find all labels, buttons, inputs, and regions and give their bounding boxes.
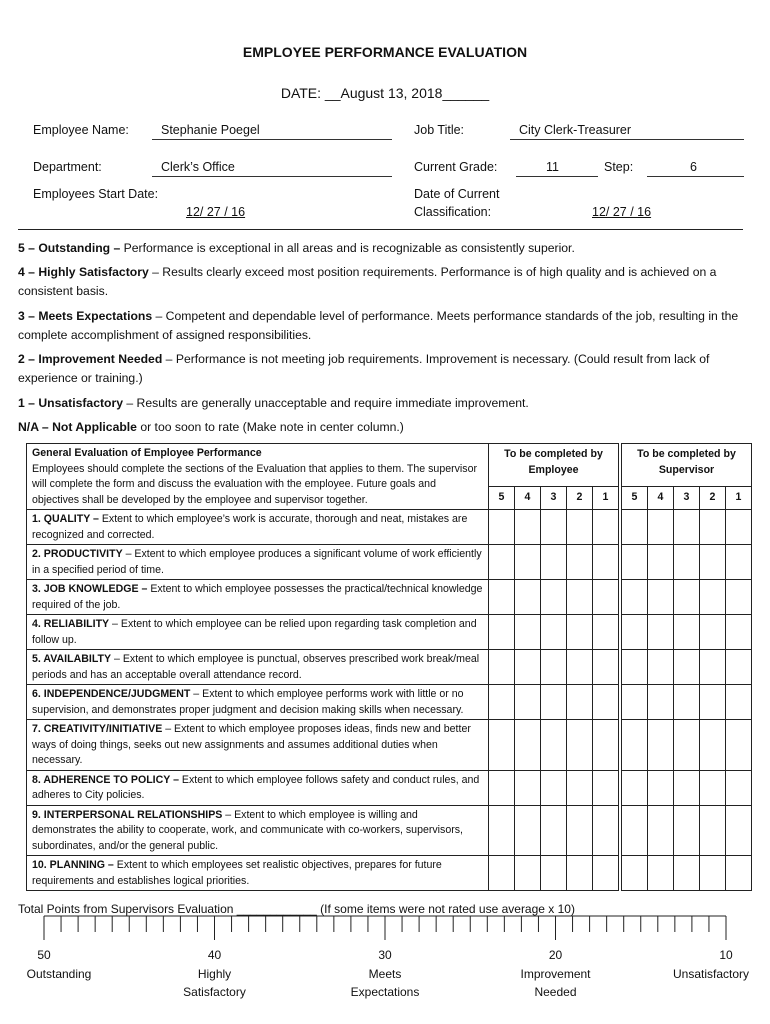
employee-score-cell[interactable] — [541, 650, 567, 685]
supervisor-score-cell[interactable] — [622, 650, 648, 685]
scale-label-line-2: Expectations — [350, 985, 420, 999]
criterion-row — [27, 615, 752, 650]
employee-score-cell[interactable] — [515, 510, 541, 545]
employee-score-cell[interactable] — [567, 615, 593, 650]
table-header-description — [27, 444, 489, 510]
supervisor-score-cell[interactable] — [622, 510, 648, 545]
supervisor-score-cell[interactable] — [700, 615, 726, 650]
employee-name-value[interactable]: Stephanie Poegel — [161, 123, 260, 137]
scale-value: 30 — [378, 948, 392, 962]
employee-score-cell[interactable] — [567, 720, 593, 771]
scale-value: 10 — [719, 948, 733, 962]
department-line — [152, 176, 392, 177]
supervisor-group-header: To be completed by Supervisor — [622, 444, 752, 487]
employee-score-cell[interactable] — [593, 650, 619, 685]
employee-score-cell[interactable] — [541, 615, 567, 650]
criterion-row — [27, 856, 752, 891]
employee-score-cell[interactable] — [515, 615, 541, 650]
rating-term: 5 – Outstanding – — [18, 241, 121, 255]
supervisor-score-cell[interactable] — [726, 720, 752, 771]
supervisor-score-cell[interactable] — [674, 856, 700, 891]
employee-score-cell[interactable] — [489, 615, 515, 650]
employee-score-cell[interactable] — [593, 720, 619, 771]
scale-label-line-2: Unsatisfactory — [672, 967, 750, 981]
supervisor-score-cell[interactable] — [726, 580, 752, 615]
criterion-description — [27, 580, 489, 615]
department-value[interactable]: Clerk’s Office — [161, 160, 235, 174]
supervisor-score-header: 3 — [674, 487, 700, 510]
criterion-term: 8. ADHERENCE TO POLICY – — [32, 773, 179, 786]
rating-text: – Performance is not meeting job requirements. Improvement is necessary. (Could result from lack of experience or training.) — [18, 352, 710, 385]
date-line: DATE: __August 13, 2018______ — [280, 85, 490, 101]
supervisor-score-cell[interactable] — [700, 545, 726, 580]
criterion-text: – Extent to which employee can be relied upon regarding task completion and follow up. — [32, 618, 477, 646]
criterion-row — [27, 770, 752, 805]
criterion-text: – Extent to which employee is punctual, observes prescribed work break/meal periods and has an acceptable overall attendance record. — [32, 653, 480, 681]
employee-score-cell[interactable] — [593, 856, 619, 891]
supervisor-score-cell[interactable] — [622, 770, 648, 805]
scale-value: 50 — [37, 948, 51, 962]
employee-score-cell[interactable] — [541, 770, 567, 805]
rating-term: 1 – Unsatisfactory — [18, 396, 123, 410]
employee-score-cell[interactable] — [567, 580, 593, 615]
supervisor-score-cell[interactable] — [726, 510, 752, 545]
supervisor-score-cell[interactable] — [622, 856, 648, 891]
supervisor-score-cell[interactable] — [674, 770, 700, 805]
supervisor-score-cell[interactable] — [700, 580, 726, 615]
criterion-text: – Extent to which employee is willing and demonstrates the ability to cooperate, work, and communicate with co-workers, supervisors, subordinates, and/or the general public. — [32, 808, 463, 852]
criterion-text: Extent to which employee’s work is accurate, thorough and neat, mistakes are recognized and corrected. — [32, 513, 468, 541]
start-date-value[interactable]: 12/ 27 / 16 — [186, 205, 246, 219]
current-grade-line — [516, 176, 598, 177]
rating-term: 4 – Highly Satisfactory — [18, 265, 149, 279]
employee-score-cell[interactable] — [489, 510, 515, 545]
criterion-term: 1. QUALITY – — [32, 513, 99, 525]
supervisor-score-cell[interactable] — [648, 805, 674, 856]
criterion-term: 7. CREATIVITY/INITIATIVE — [32, 723, 163, 735]
employee-score-cell[interactable] — [489, 720, 515, 771]
rating-term: 3 – Meets Expectations — [18, 309, 153, 323]
employee-name-line — [152, 139, 392, 140]
criterion-description — [27, 770, 489, 805]
employee-score-cell[interactable] — [567, 510, 593, 545]
criterion-row — [27, 650, 752, 685]
rating-text: Performance is exceptional in all areas and is recognizable as consistently superior. — [120, 241, 575, 255]
rating-term: 2 – Improvement Needed — [18, 352, 163, 366]
criterion-description — [27, 805, 489, 856]
step-line — [647, 176, 744, 177]
criterion-text: – Extent to which employee produces a significant volume of work efficiently in a specified period of time. — [32, 548, 482, 576]
scale-value: 20 — [548, 948, 563, 962]
employee-score-cell[interactable] — [515, 720, 541, 771]
employee-score-cell[interactable] — [489, 545, 515, 580]
scale-label-line-2: Needed — [534, 985, 577, 999]
supervisor-score-cell[interactable] — [674, 805, 700, 856]
points-scale — [40, 914, 740, 942]
employee-score-cell[interactable] — [515, 545, 541, 580]
supervisor-score-cell[interactable] — [726, 805, 752, 856]
employee-score-cell[interactable] — [567, 545, 593, 580]
employee-score-cell[interactable] — [593, 685, 619, 720]
rating-text: – Competent and dependable level of performance. Meets performance standards of the job, resulting in the complete accomplishment of assigned responsibilities. — [18, 309, 739, 342]
supervisor-score-header: 1 — [726, 487, 752, 510]
employee-score-cell[interactable] — [489, 856, 515, 891]
supervisor-score-cell[interactable] — [726, 856, 752, 891]
employee-score-cell[interactable] — [489, 805, 515, 856]
employee-score-cell[interactable] — [515, 770, 541, 805]
supervisor-score-cell[interactable] — [648, 770, 674, 805]
supervisor-score-cell[interactable] — [726, 615, 752, 650]
supervisor-score-cell[interactable] — [674, 720, 700, 771]
supervisor-score-cell[interactable] — [700, 510, 726, 545]
criterion-text: – Extent to which employee proposes ideas, finds new and better ways of doing things, seeks out new assignments and assumes additional duties when necessary. — [32, 723, 471, 766]
employee-score-header: 2 — [567, 487, 593, 510]
employee-score-cell[interactable] — [489, 580, 515, 615]
criterion-row — [27, 720, 752, 771]
employee-score-cell[interactable] — [489, 650, 515, 685]
start-date-label: Employees Start Date: — [33, 187, 159, 201]
criterion-term: 4. RELIABILITY — [32, 618, 110, 630]
employee-group-header: To be completed by Employee — [489, 444, 619, 487]
classification-date-value[interactable]: 12/ 27 / 16 — [592, 205, 652, 219]
supervisor-score-cell[interactable] — [674, 615, 700, 650]
criterion-description — [27, 615, 489, 650]
rating-text: – Results are generally unacceptable and require immediate improvement. — [123, 396, 529, 410]
employee-score-cell[interactable] — [541, 685, 567, 720]
job-title-label: Job Title: — [414, 123, 465, 137]
department-label: Department: — [33, 160, 102, 174]
employee-score-cell[interactable] — [489, 770, 515, 805]
employee-score-cell[interactable] — [489, 685, 515, 720]
criterion-row — [27, 545, 752, 580]
criterion-term: 9. INTERPERSONAL RELATIONSHIPS — [32, 808, 223, 821]
criterion-term: 2. PRODUCTIVITY — [32, 548, 123, 560]
supervisor-score-cell[interactable] — [622, 685, 648, 720]
criterion-row — [27, 580, 752, 615]
supervisor-score-cell[interactable] — [674, 685, 700, 720]
supervisor-score-cell[interactable] — [648, 685, 674, 720]
employee-score-cell[interactable] — [515, 856, 541, 891]
criterion-text: Extent to which employees set realistic objectives, prepares for future requirements and establishes logical priorities. — [32, 859, 442, 887]
step-label: Step: — [604, 160, 634, 174]
header-separator — [18, 229, 743, 230]
employee-score-cell[interactable] — [541, 720, 567, 771]
evaluation-table — [26, 443, 752, 891]
supervisor-score-cell[interactable] — [622, 545, 648, 580]
criterion-description — [27, 856, 489, 891]
supervisor-score-cell[interactable] — [700, 650, 726, 685]
supervisor-score-cell[interactable] — [700, 856, 726, 891]
supervisor-score-cell[interactable] — [648, 615, 674, 650]
rating-text: or too soon to rate (Make note in center column.) — [136, 420, 404, 434]
supervisor-score-cell[interactable] — [622, 615, 648, 650]
employee-score-cell[interactable] — [541, 545, 567, 580]
criterion-term: 6. INDEPENDENCE/JUDGMENT — [32, 688, 191, 700]
supervisor-score-header: 5 — [622, 487, 648, 510]
employee-score-cell[interactable] — [567, 770, 593, 805]
criterion-description — [27, 720, 489, 771]
employee-score-cell[interactable] — [567, 805, 593, 856]
rating-definition — [18, 418, 753, 437]
supervisor-score-cell[interactable] — [700, 720, 726, 771]
supervisor-score-cell[interactable] — [622, 805, 648, 856]
supervisor-score-cell[interactable] — [700, 805, 726, 856]
step-value[interactable]: 6 — [690, 160, 697, 174]
employee-score-cell[interactable] — [541, 510, 567, 545]
employee-score-cell[interactable] — [567, 856, 593, 891]
employee-score-cell[interactable] — [593, 510, 619, 545]
supervisor-score-cell[interactable] — [674, 510, 700, 545]
rating-definition — [18, 394, 753, 413]
scale-label-line-1: Highly — [197, 967, 232, 981]
classification-label-2: Classification: — [414, 205, 492, 219]
criterion-row — [27, 685, 752, 720]
rating-definition — [18, 350, 753, 388]
employee-score-cell[interactable] — [515, 580, 541, 615]
criterion-description — [27, 650, 489, 685]
table-header-title: General Evaluation of Employee Performance — [32, 447, 262, 459]
employee-score-cell[interactable] — [541, 805, 567, 856]
employee-score-cell[interactable] — [541, 856, 567, 891]
scale-label-line-1: Meets — [368, 967, 402, 981]
current-grade-label: Current Grade: — [414, 160, 498, 174]
scale-label-line-1: Improvement — [520, 967, 591, 981]
supervisor-score-cell[interactable] — [622, 580, 648, 615]
supervisor-score-cell[interactable] — [648, 856, 674, 891]
employee-score-cell[interactable] — [515, 650, 541, 685]
employee-score-cell[interactable] — [593, 770, 619, 805]
supervisor-score-cell[interactable] — [674, 545, 700, 580]
supervisor-score-cell[interactable] — [674, 650, 700, 685]
job-title-value[interactable]: City Clerk-Treasurer — [519, 123, 632, 137]
criterion-row — [27, 510, 752, 545]
employee-score-cell[interactable] — [567, 685, 593, 720]
scale-label-line-1: Outstanding — [26, 967, 92, 981]
current-grade-value[interactable]: 11 — [546, 160, 559, 174]
table-header-text: Employees should complete the sections of the Evaluation that applies to them. The supervisor will complete the form and discuss the evaluation with the employee. Future goals and objectives shall be developed by the employee and supervisor together. — [32, 462, 477, 506]
supervisor-score-cell[interactable] — [726, 650, 752, 685]
rating-definition — [18, 239, 753, 258]
supervisor-score-header: 4 — [648, 487, 674, 510]
employee-score-header: 1 — [593, 487, 619, 510]
employee-score-cell[interactable] — [515, 685, 541, 720]
rating-definition — [18, 307, 753, 345]
employee-score-cell[interactable] — [567, 650, 593, 685]
supervisor-score-cell[interactable] — [700, 770, 726, 805]
criterion-text: Extent to which employee follows safety and conduct rules, and adheres to City policies. — [32, 773, 480, 801]
employee-score-header: 4 — [515, 487, 541, 510]
rating-term: N/A – Not Applicable — [18, 420, 137, 434]
supervisor-score-cell[interactable] — [700, 685, 726, 720]
criterion-row — [27, 805, 752, 856]
employee-score-cell[interactable] — [593, 615, 619, 650]
supervisor-score-cell[interactable] — [726, 685, 752, 720]
employee-score-cell[interactable] — [541, 580, 567, 615]
criterion-description — [27, 685, 489, 720]
supervisor-score-cell[interactable] — [622, 720, 648, 771]
supervisor-score-cell[interactable] — [726, 545, 752, 580]
supervisor-score-header: 2 — [700, 487, 726, 510]
supervisor-score-cell[interactable] — [648, 545, 674, 580]
supervisor-score-cell[interactable] — [648, 720, 674, 771]
rating-definition — [18, 263, 753, 301]
supervisor-score-cell[interactable] — [648, 510, 674, 545]
employee-score-header: 5 — [489, 487, 515, 510]
employee-score-cell[interactable] — [593, 805, 619, 856]
employee-score-header: 3 — [541, 487, 567, 510]
criterion-text: Extent to which employee possesses the practical/technical knowledge required of the job. — [32, 583, 483, 611]
rating-text: – Results clearly exceed most position requirements. Performance is of high quality and is achieved on a consistent basis. — [18, 265, 717, 298]
classification-label-1: Date of Current — [414, 187, 500, 201]
criterion-term: 10. PLANNING – — [32, 859, 114, 871]
employee-score-cell[interactable] — [593, 580, 619, 615]
employee-name-label: Employee Name: — [33, 123, 129, 137]
criterion-description — [27, 545, 489, 580]
criterion-term: 3. JOB KNOWLEDGE – — [32, 583, 148, 595]
employee-score-cell[interactable] — [593, 545, 619, 580]
criterion-text: – Extent to which employee performs work with little or no supervision, and demonstrates proper judgment and decision making skills when necessary. — [32, 688, 464, 716]
supervisor-score-cell[interactable] — [648, 580, 674, 615]
criterion-description — [27, 510, 489, 545]
scale-label-line-2: Satisfactory — [183, 985, 246, 999]
form-title: EMPLOYEE PERFORMANCE EVALUATION — [242, 44, 528, 60]
supervisor-score-cell[interactable] — [648, 650, 674, 685]
scale-value: 40 — [207, 948, 222, 962]
job-title-line — [510, 139, 744, 140]
criterion-term: 5. AVAILABILTY — [32, 653, 112, 665]
total-points-line: Total Points from Supervisors Evaluation ____________ (If some items were not rated use average x 10) — [18, 902, 575, 916]
supervisor-score-cell[interactable] — [726, 770, 752, 805]
employee-score-cell[interactable] — [515, 805, 541, 856]
supervisor-score-cell[interactable] — [674, 580, 700, 615]
